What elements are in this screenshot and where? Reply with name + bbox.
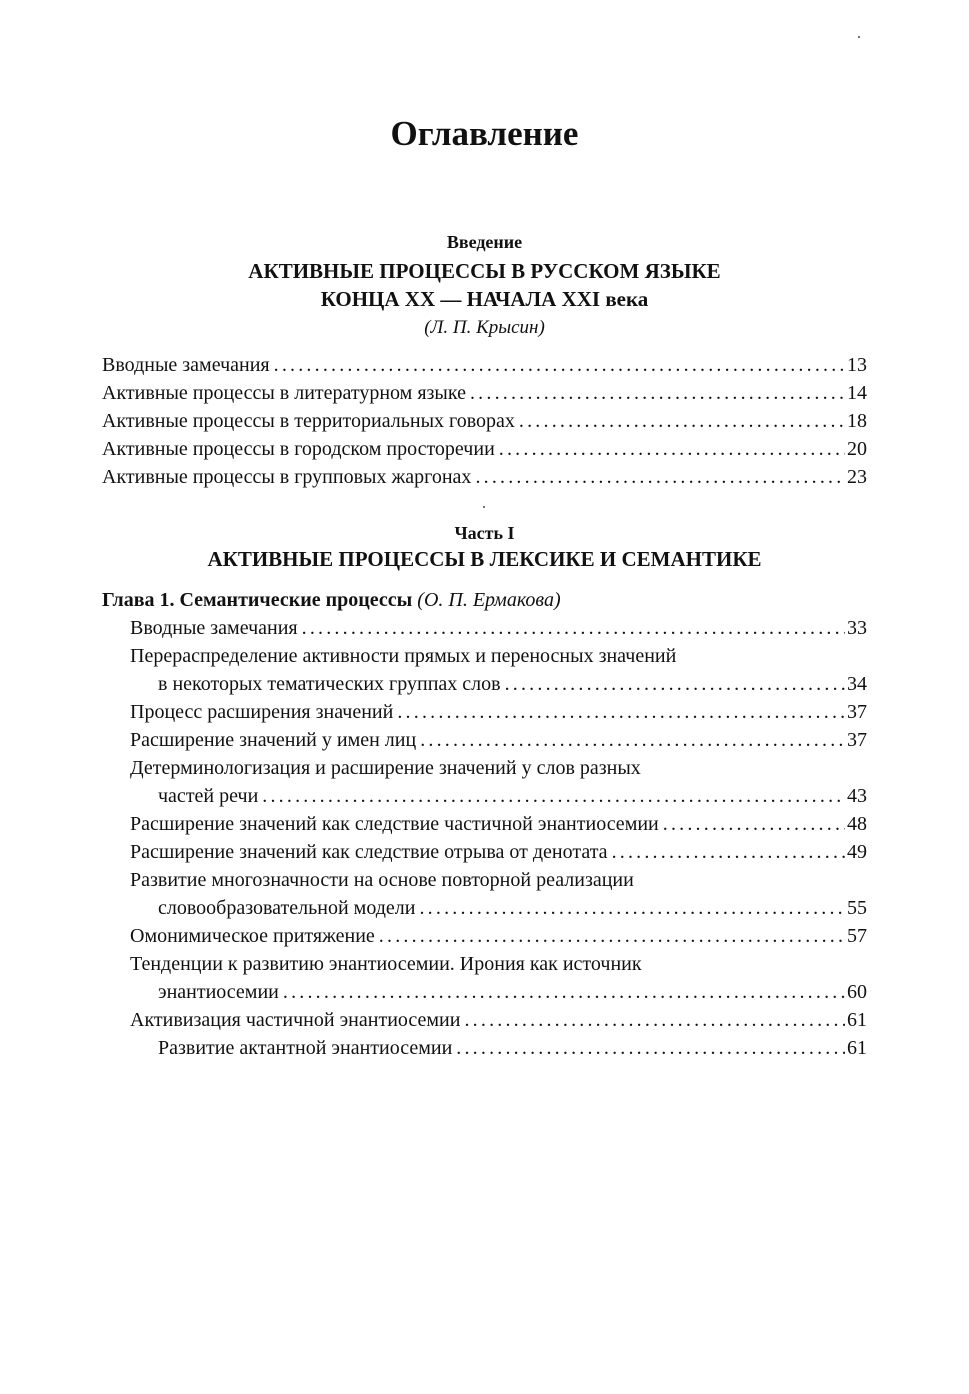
toc-entry-title: Расширение значений как следствие отрыва от денотата	[130, 841, 608, 863]
toc-entry	[158, 978, 867, 1006]
toc-entry-page: 55	[847, 897, 867, 919]
toc-leader-dots	[470, 379, 845, 407]
intro-label: Введение	[446, 232, 523, 252]
toc-entry-title: Вводные замечания	[130, 617, 298, 639]
toc-entry-title-line2: энантиосемии	[158, 981, 279, 1003]
toc-entry	[130, 698, 867, 726]
toc-entry-title-line1: Развитие многозначности на основе повторной реализации	[130, 869, 634, 891]
toc-entry-title-line1: Детерминологизация и расширение значений у слов разных	[130, 757, 641, 779]
toc-entry-title: Расширение значений у имен лиц	[130, 729, 417, 751]
toc-leader-dots	[519, 407, 845, 435]
toc-entry	[158, 1034, 867, 1062]
toc-leader-dots	[379, 922, 845, 950]
toc-entry-title: Омонимическое притяжение	[130, 925, 375, 947]
toc-entry-page: 13	[847, 354, 867, 376]
part1-heading: АКТИВНЫЕ ПРОЦЕССЫ В ЛЕКСИКЕ И СЕМАНТИКЕ	[207, 547, 762, 571]
toc-entry-title: Активизация частичной энантиосемии	[130, 1009, 461, 1031]
toc-leader-dots	[456, 1034, 845, 1062]
toc-entry-title-line1: Тенденции к развитию энантиосемии. Ирония как источник	[130, 953, 642, 975]
toc-leader-dots	[663, 810, 845, 838]
toc-entry-title: Активные процессы в литературном языке	[102, 382, 466, 404]
toc-entry	[130, 922, 867, 950]
toc-leader-dots	[505, 670, 845, 698]
toc-leader-dots	[419, 894, 845, 922]
toc-entry-page: 23	[847, 466, 867, 488]
toc-entry-title: Активные процессы в городском просторечии	[102, 438, 495, 460]
print-speck	[483, 506, 485, 508]
toc-entry	[102, 407, 867, 435]
toc-leader-dots	[283, 978, 845, 1006]
toc-entry	[102, 463, 867, 491]
toc-entry-page: 37	[847, 701, 867, 723]
toc-entry	[158, 894, 867, 922]
toc-leader-dots	[397, 698, 845, 726]
intro-heading-line2: КОНЦА XX — НАЧАЛА XXI века	[320, 287, 649, 311]
toc-entry-title: Процесс расширения значений	[130, 701, 394, 723]
toc-entry-title: Активные процессы в групповых жаргонах	[102, 466, 472, 488]
toc-entry-page: 49	[847, 841, 867, 863]
toc-leader-dots	[475, 463, 845, 491]
toc-entry-title: Активные процессы в территориальных говорах	[102, 410, 515, 432]
toc-leader-dots	[499, 435, 845, 463]
print-speck	[858, 36, 860, 38]
toc-leader-dots	[612, 838, 845, 866]
toc-entry-title: Вводные замечания	[102, 354, 270, 376]
part1-label: Часть I	[454, 523, 515, 543]
chapter-heading	[102, 586, 561, 614]
page-title: Оглавление	[390, 114, 579, 153]
toc-entry	[158, 670, 867, 698]
toc-entry	[130, 726, 867, 754]
toc-entry-page: 48	[847, 813, 867, 835]
toc-entry	[102, 379, 867, 407]
toc-entry	[102, 435, 867, 463]
toc-entry-title: Развитие актантной энантиосемии	[158, 1037, 453, 1059]
toc-entry	[102, 351, 867, 379]
toc-leader-dots	[420, 726, 845, 754]
toc-entry	[158, 782, 867, 810]
toc-leader-dots	[274, 351, 845, 379]
intro-heading-line1: АКТИВНЫЕ ПРОЦЕССЫ В РУССКОМ ЯЗЫКЕ	[248, 259, 721, 283]
chapter-title: Глава 1. Семантические процессы	[102, 589, 413, 611]
toc-entry-page: 61	[847, 1009, 867, 1031]
toc-entry-title-line2: частей речи	[158, 785, 259, 807]
toc-entry-page: 43	[847, 785, 867, 807]
toc-entry	[130, 1006, 867, 1034]
toc-entry	[130, 838, 867, 866]
toc-entry-title-line2: в некоторых тематических группах слов	[158, 673, 501, 695]
toc-entry-page: 57	[847, 925, 867, 947]
toc-entry-page: 34	[847, 673, 867, 695]
toc-entry-title-line1: Перераспределение активности прямых и переносных значений	[130, 645, 677, 667]
toc-leader-dots	[464, 1006, 845, 1034]
toc-entry-page: 20	[847, 438, 867, 460]
toc-leader-dots	[262, 782, 845, 810]
toc-entry-page: 61	[847, 1037, 867, 1059]
toc-entry-page: 33	[847, 617, 867, 639]
toc-entry	[130, 614, 867, 642]
toc-entry-page: 60	[847, 981, 867, 1003]
toc-entry-page: 18	[847, 410, 867, 432]
toc-entry-page: 14	[847, 382, 867, 404]
toc-entry-title: Расширение значений как следствие частичной энантиосемии	[130, 813, 659, 835]
intro-author: (Л. П. Крысин)	[424, 317, 545, 338]
toc-leader-dots	[302, 614, 845, 642]
toc-entry	[130, 810, 867, 838]
toc-entry-title-line2: словообразовательной модели	[158, 897, 416, 919]
toc-entry-page: 37	[847, 729, 867, 751]
chapter-author: (О. П. Ермакова)	[417, 589, 561, 611]
